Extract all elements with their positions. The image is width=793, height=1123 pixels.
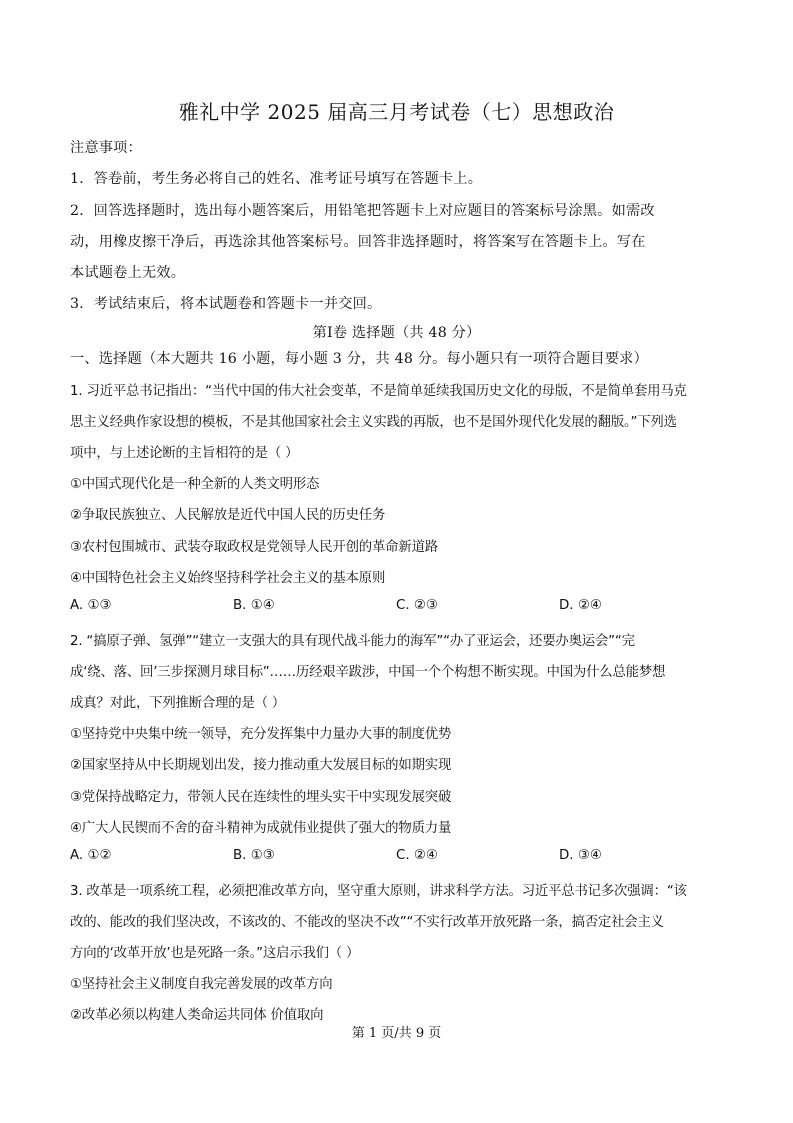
notice-heading: 注意事项： bbox=[70, 140, 142, 156]
q3-stem-line-3: 方向的‘改革开放’也是死路一条。”这启示我们（ ） bbox=[70, 946, 360, 961]
q3-statement-2: ②改革必须以构建人类命运共同体 价值取向 bbox=[70, 1008, 324, 1023]
q3-statement-1: ①坚持社会主义制度自我完善发展的改革方向 bbox=[70, 977, 333, 992]
q2-statement-2: ②国家坚持从中长期规划出发，接力推动重大发展目标的如期实现 bbox=[70, 758, 452, 773]
q2-option-c: C. ②④ bbox=[396, 848, 438, 863]
q1-option-a: A. ①③ bbox=[70, 598, 112, 613]
notice-item-2-line-3: 本试题卷上无效。 bbox=[70, 265, 186, 281]
q2-option-b: B. ①③ bbox=[233, 848, 275, 863]
q1-stem-line-3: 项中，与上述论断的主旨相符的是（ ） bbox=[70, 446, 299, 461]
part1-title: 第Ⅰ卷 选择题（共 48 分） bbox=[312, 325, 481, 341]
q2-stem-line-3: 成真？对此，下列推断合理的是（ ） bbox=[70, 696, 286, 711]
q1-statement-3: ③农村包围城市、武装夺取政权是党领导人民开创的革命新道路 bbox=[70, 540, 438, 555]
section1-header: 一、选择题（本大题共 16 小题，每小题 3 分，共 48 分。每小题只有一项符合题目要求） bbox=[70, 351, 648, 367]
notice-item-2-line-1: 2．回答选择题时，选出每小题答案后，用铅笔把答题卡上对应题目的答案标号涂黑。如需改 bbox=[70, 203, 655, 219]
q1-option-d: D. ②④ bbox=[559, 598, 602, 613]
notice-item-1: 1．答卷前，考生务必将自己的姓名、准考证号填写在答题卡上。 bbox=[70, 171, 483, 187]
page-title: 雅礼中学 2025 届高三月考试卷（七）思想政治 bbox=[178, 100, 615, 124]
q1-stem-line-2: 思主义经典作家设想的模板，不是其他国家社会主义实践的再版，也不是国外现代化发展的翻版。”下列选 bbox=[70, 415, 677, 430]
q2-statement-3: ③党保持战略定力，带领人民在连续性的埋头实干中实现发展突破 bbox=[70, 790, 452, 805]
q1-statement-1: ①中国式现代化是一种全新的人类文明形态 bbox=[70, 477, 320, 492]
q2-option-d: D. ③④ bbox=[559, 848, 602, 863]
q1-statement-2: ②争取民族独立、人民解放是近代中国人民的历史任务 bbox=[70, 508, 386, 523]
q2-stem-line-1: 2. “搞原子弹、氢弹”“建立一支强大的具有现代战斗能力的海军”“办了亚运会，还要办奥运会”“完 bbox=[70, 634, 635, 649]
q2-statement-4: ④广大人民锲而不舍的奋斗精神为成就伟业提供了强大的物质力量 bbox=[70, 821, 452, 836]
q1-statement-4: ④中国特色社会主义始终坚持科学社会主义的基本原则 bbox=[70, 571, 386, 586]
q3-stem-line-1: 3. 改革是一项系统工程，必须把准改革方向，坚守重大原则，讲求科学方法。习近平总书记多次强调：“该 bbox=[70, 884, 687, 899]
q1-option-c: C. ②③ bbox=[396, 598, 438, 613]
page-footer: 第 1 页/共 9 页 bbox=[351, 1026, 442, 1041]
notice-item-2-line-2: 动，用橡皮擦干净后，再选涂其他答案标号。回答非选择题时，将答案写在答题卡上。写在 bbox=[70, 234, 646, 250]
q1-stem-line-1: 1. 习近平总书记指出：“当代中国的伟大社会变革，不是简单延续我国历史文化的母版，不是简单套用马克 bbox=[70, 384, 687, 399]
q3-stem-line-2: 改的、能改的我们坚决改，不该改的、不能改的坚决不改”“不实行改革开放死路一条，搞否定社会主义 bbox=[70, 915, 664, 930]
q2-stem-line-2: 成‘绕、落、回’三步探测月球目标”……历经艰辛跋涉，中国一个个构想不断实现。中国为什么总能梦想 bbox=[70, 665, 666, 680]
q2-statement-1: ①坚持党中央集中统一领导，充分发挥集中力量办大事的制度优势 bbox=[70, 727, 452, 742]
q2-option-a: A. ①② bbox=[70, 848, 112, 863]
q1-option-b: B. ①④ bbox=[233, 598, 275, 613]
notice-item-3: 3．考试结束后，将本试题卷和答题卡一并交回。 bbox=[70, 296, 382, 312]
